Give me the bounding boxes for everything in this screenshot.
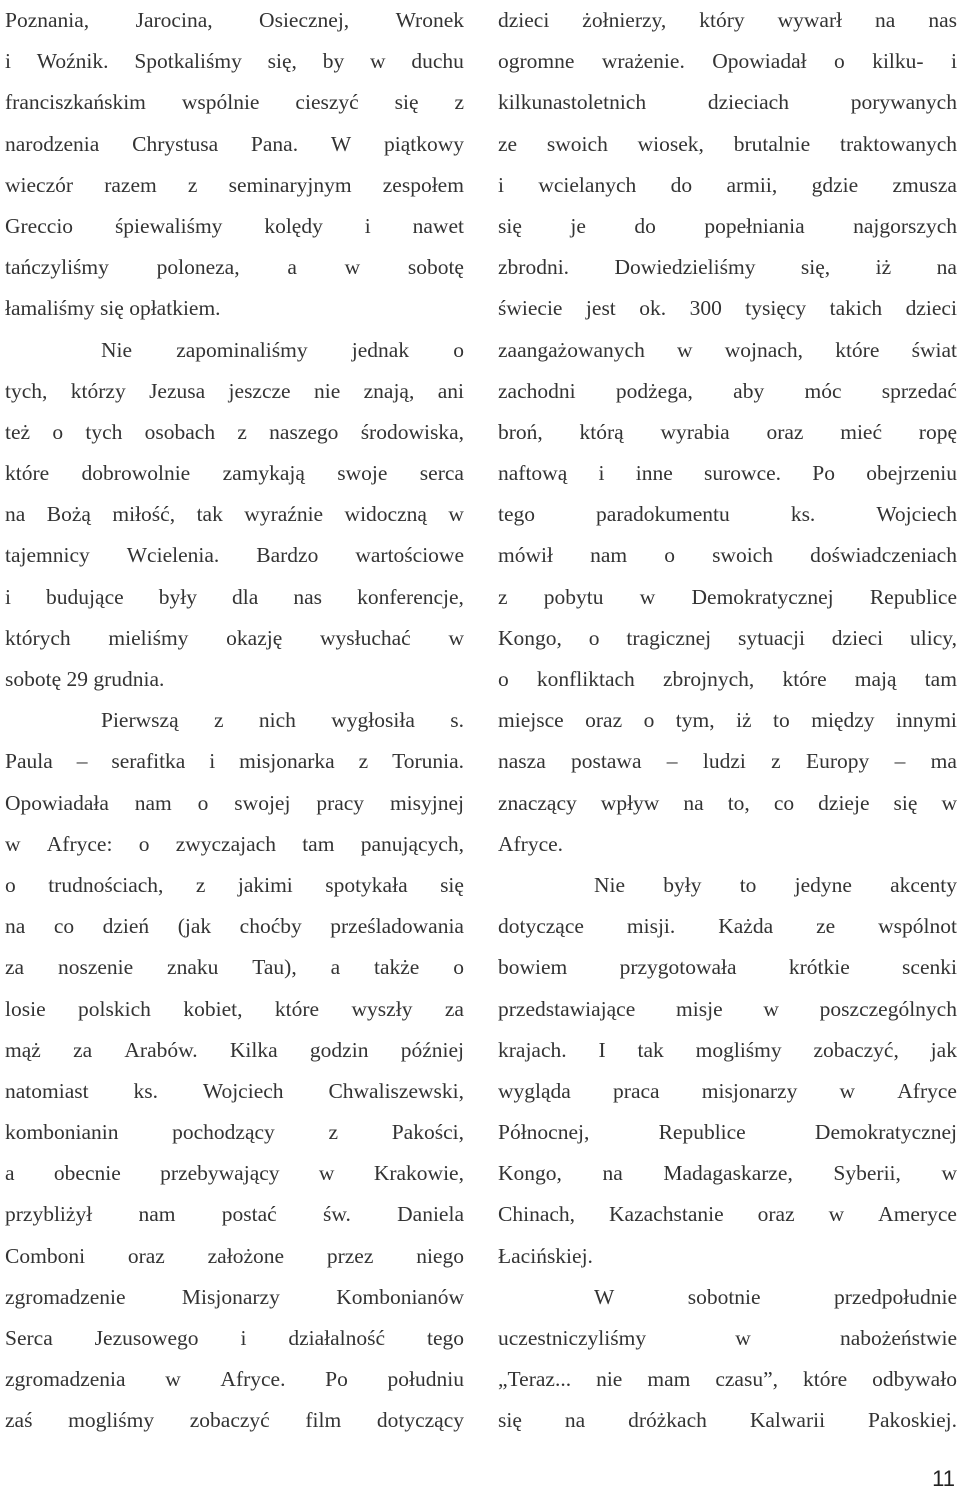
text-line: Poznania, Jarocina, Osiecznej, Wronek <box>5 8 464 32</box>
text-line: mówił nam o swoich doświadczeniach <box>498 543 957 568</box>
text-line: tajemnicy Wcielenia. Bardzo wartościowe <box>5 543 464 568</box>
text-line: a obecnie przebywający w Krakowie, <box>5 1161 464 1186</box>
text-line: uczestniczyliśmy w nabożeństwie <box>498 1326 957 1350</box>
text-line: ze swoich wiosek, brutalnie traktowanych <box>498 131 957 156</box>
text-line: dotyczące misji. Każda ze wspólnot <box>498 914 957 939</box>
text-line: tych, którzy Jezusa jeszcze nie znają, ani <box>5 378 464 403</box>
text-line: i budujące były dla nas konferencje, <box>5 584 464 609</box>
text-line: Nie zapominaliśmy jednak o <box>101 337 464 362</box>
text-line: Opowiadała nam o swojej pracy misyjnej <box>5 790 464 815</box>
left-text-column <box>5 0 464 1442</box>
text-line: kombonianin pochodzący z Pakości, <box>5 1120 464 1145</box>
text-line: które dobrowolnie zamykają swoje serca <box>5 461 464 486</box>
text-line: Kongo, na Madagaskarze, Syberii, w <box>498 1161 957 1186</box>
text-line: za noszenie znaku Tau), a także o <box>5 955 464 980</box>
text-line: Comboni oraz założone przez niego <box>5 1243 464 1268</box>
text-line: się na dróżkach Kalwarii Pakoskiej. <box>498 1408 957 1433</box>
text-line: Łacińskiej. <box>498 1243 593 1268</box>
right-text-column <box>498 0 957 1442</box>
text-line: i Woźnik. Spotkaliśmy się, by w duchu <box>5 49 464 74</box>
text-line: mąż za Arabów. Kilka godzin później <box>5 1037 464 1062</box>
text-line: tańczyliśmy poloneza, a w sobotę <box>5 255 464 280</box>
text-line: też o tych osobach z naszego środowiska, <box>5 419 464 444</box>
text-line: znaczący wpływ na to, co dzieje się w <box>498 790 957 815</box>
text-line: zaangażowanych w wojnach, które świat <box>498 337 957 362</box>
text-line: Kongo, o tragicznej sytuacji dzieci ulicy, <box>498 625 957 650</box>
text-line: broń, którą wyrabia oraz mieć ropę <box>498 419 957 444</box>
text-line: Afryce. <box>498 831 564 856</box>
text-line: natomiast ks. Wojciech Chwaliszewski, <box>5 1078 464 1103</box>
text-line: Północnej, Republice Demokratycznej <box>498 1120 957 1145</box>
text-line: Chinach, Kazachstanie oraz w Ameryce <box>498 1202 957 1227</box>
text-line: których mieliśmy okazję wysłuchać w <box>5 625 464 650</box>
text-line: nasza postawa – ludzi z Europy – ma <box>498 749 957 774</box>
text-line: krajach. I tak mogliśmy zobaczyć, jak <box>498 1037 957 1062</box>
text-line: się je do popełniania najgorszych <box>498 213 957 238</box>
text-line: Serca Jezusowego i działalność tego <box>5 1326 464 1350</box>
text-line: dzieci żołnierzy, który wywarł na nas <box>498 8 957 32</box>
text-line: Greccio śpiewaliśmy kolędy i nawet <box>5 213 464 238</box>
text-line: ogromne wrażenie. Opowiadał o kilku- i <box>498 49 957 74</box>
page-number: 11 <box>932 1466 955 1491</box>
text-line: na co dzień (jak choćby prześladowania <box>5 914 464 939</box>
text-line: i wcielanych do armii, gdzie zmusza <box>498 172 957 197</box>
text-line: z pobytu w Demokratycznej Republice <box>498 584 957 609</box>
text-line: miejsce oraz o tym, iż to między innymi <box>498 708 957 733</box>
text-line: na Bożą miłość, tak wyraźnie widoczną w <box>5 502 464 527</box>
text-line: wieczór razem z seminaryjnym zespołem <box>5 172 464 197</box>
text-line: bowiem przygotowała krótkie scenki <box>498 955 957 980</box>
text-line: „Teraz... nie mam czasu”, które odbywało <box>498 1367 957 1392</box>
text-line: wygląda praca misjonarzy w Afryce <box>498 1078 957 1103</box>
text-line: naftową i inne surowce. Po obejrzeniu <box>498 461 957 486</box>
text-line: Pierwszą z nich wygłosiła s. <box>101 708 464 733</box>
text-line: zaś mogliśmy zobaczyć film dotyczący <box>5 1408 464 1433</box>
text-line: zgromadzenie Misjonarzy Kombonianów <box>5 1284 464 1309</box>
text-line: zbrodni. Dowiedzieliśmy się, iż na <box>498 255 957 280</box>
text-line: tego paradokumentu ks. Wojciech <box>498 502 957 527</box>
text-line: świecie jest ok. 300 tysięcy takich dzieci <box>498 296 957 321</box>
text-line: zachodni podżega, aby móc sprzedać <box>498 378 957 403</box>
text-line: narodzenia Chrystusa Pana. W piątkowy <box>5 131 464 156</box>
text-line: łamaliśmy się opłatkiem. <box>5 296 221 321</box>
text-line: w Afryce: o zwyczajach tam panujących, <box>5 831 464 856</box>
text-line: W sobotnie przedpołudnie <box>594 1284 957 1309</box>
text-line: kilkunastoletnich dzieciach porywanych <box>498 90 957 115</box>
text-line: o konfliktach zbrojnych, które mają tam <box>498 667 957 691</box>
text-line: przedstawiające misje w poszczególnych <box>498 996 957 1021</box>
text-line: losie polskich kobiet, które wyszły za <box>5 996 464 1021</box>
text-line: franciszkańskim wspólnie cieszyć się z <box>5 90 464 115</box>
text-line: Nie były to jedyne akcenty <box>594 872 957 897</box>
text-line: zgromadzenia w Afryce. Po południu <box>5 1367 464 1392</box>
text-line: o trudnościach, z jakimi spotykała się <box>5 872 464 897</box>
text-line: sobotę 29 grudnia. <box>5 667 165 691</box>
text-line: Paula – serafitka i misjonarka z Torunia. <box>5 749 464 774</box>
text-line: przybliżył nam postać św. Daniela <box>5 1202 464 1227</box>
